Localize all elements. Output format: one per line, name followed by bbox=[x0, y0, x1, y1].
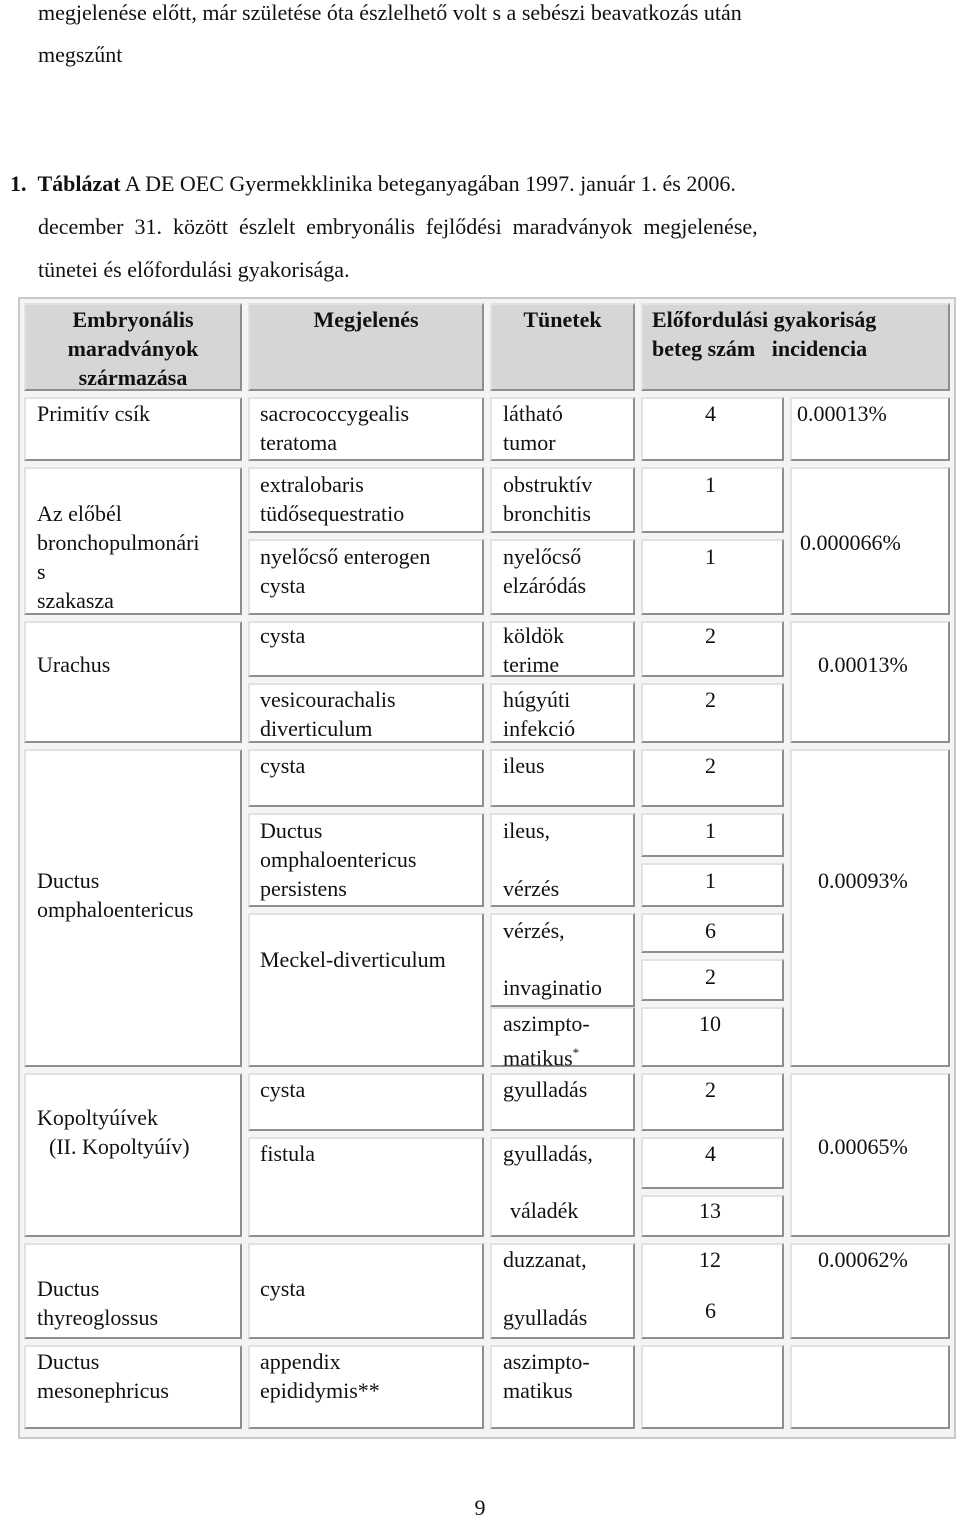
r7-origin-line-1: Ductus bbox=[37, 1349, 100, 1374]
r5-a-symptoms: gyulladás bbox=[503, 1077, 588, 1102]
r7-symptoms-line-1: aszimpto- bbox=[503, 1349, 590, 1374]
r4-m-count-3: 10 bbox=[699, 1011, 721, 1036]
r4-m-symptoms-2: invaginatio bbox=[503, 975, 602, 1000]
r6-origin-line-2: thyreoglossus bbox=[37, 1305, 158, 1330]
r6-symptoms-2: gyulladás bbox=[503, 1305, 588, 1330]
r3-a-count: 2 bbox=[705, 623, 716, 648]
r4-origin-line-2: omphaloentericus bbox=[37, 897, 194, 922]
r4-m-appearance-cell bbox=[248, 913, 484, 1067]
r4-c-symptoms: ileus bbox=[503, 753, 545, 778]
r3-b-symptoms-line-1: húgyúti bbox=[503, 687, 571, 712]
r3-a-appearance: cysta bbox=[260, 623, 306, 648]
header-frequency-line-1: Előfordulási gyakoriság bbox=[652, 307, 877, 332]
r2-origin-line-1: Az előbél bbox=[37, 501, 122, 526]
r7-count-cell bbox=[641, 1345, 784, 1429]
r4-m-count-1: 6 bbox=[705, 918, 716, 943]
r2-origin-line-2: bronchopulmonári bbox=[37, 530, 200, 555]
r3-b-symptoms-line-2: infekció bbox=[503, 716, 576, 741]
table-caption-line-2: december 31. között észlelt embryonális fejlődési maradványok megjelenése, bbox=[38, 214, 758, 239]
r3-a-symptoms-line-1: köldök bbox=[503, 623, 565, 648]
r5-b-appearance: fistula bbox=[260, 1141, 315, 1166]
intro-line-2: megszűnt bbox=[38, 42, 123, 67]
r2-origin-line-3: s bbox=[37, 559, 46, 584]
r3-b-appearance-line-1: vesicourachalis bbox=[260, 687, 396, 712]
r2-a-appearance-line-1: extralobaris bbox=[260, 472, 364, 497]
r5-incidence: 0.00065% bbox=[818, 1134, 908, 1159]
r5-a-appearance: cysta bbox=[260, 1077, 306, 1102]
r4-a-symptoms-1: ileus, bbox=[503, 818, 551, 843]
r4-m-appearance: Meckel-diverticulum bbox=[260, 947, 446, 972]
r4-a-appearance-line-1: Ductus bbox=[260, 818, 323, 843]
r5-b-symptoms-2: váladék bbox=[510, 1198, 579, 1223]
r5-b-symptoms-1: gyulladás, bbox=[503, 1141, 593, 1166]
r4-m-symptoms-3-line-2 bbox=[503, 1038, 579, 1072]
r3-origin: Urachus bbox=[37, 652, 111, 677]
r5-b-count-2: 13 bbox=[699, 1198, 721, 1223]
r7-incidence-cell bbox=[790, 1345, 950, 1429]
r6-count-2: 6 bbox=[705, 1298, 716, 1323]
r4-c-appearance: cysta bbox=[260, 753, 306, 778]
r1-incidence: 0.00013% bbox=[797, 401, 887, 426]
r1-symptoms-line-1: látható bbox=[503, 401, 563, 426]
r4-incidence-cell bbox=[790, 749, 950, 1067]
r6-symptoms-1: duzzanat, bbox=[503, 1247, 587, 1272]
r1-appearance-line-2: teratoma bbox=[260, 430, 337, 455]
r1-count: 4 bbox=[705, 401, 716, 426]
header-symptoms: Tünetek bbox=[523, 307, 602, 332]
r6-incidence: 0.00062% bbox=[818, 1247, 908, 1272]
caption-number: 1. bbox=[10, 171, 27, 196]
r7-symptoms-line-2: matikus bbox=[503, 1378, 573, 1403]
r2-a-appearance-line-2: tüdősequestratio bbox=[260, 501, 405, 526]
header-appearance: Megjelenés bbox=[313, 307, 419, 332]
r7-origin-line-2: mesonephricus bbox=[37, 1378, 169, 1403]
r4-m-symptoms-3-footnote-mark: * bbox=[572, 1045, 580, 1060]
header-origin-line-2: maradványok bbox=[67, 336, 199, 361]
r7-appearance-line-2: epididymis** bbox=[260, 1378, 380, 1403]
header-frequency-line-2: beteg szám incidencia bbox=[652, 336, 868, 361]
r4-origin-line-1: Ductus bbox=[37, 868, 100, 893]
r6-count-1: 12 bbox=[699, 1247, 721, 1272]
r4-a-appearance-line-3: persistens bbox=[260, 876, 347, 901]
r5-b-count-1: 4 bbox=[705, 1141, 716, 1166]
table-caption-line-3: tünetei és előfordulási gyakorisága. bbox=[38, 257, 350, 282]
r2-a-symptoms-line-1: obstruktív bbox=[503, 472, 593, 497]
r1-symptoms-line-2: tumor bbox=[503, 430, 556, 455]
r4-m-symptoms-1: vérzés, bbox=[503, 918, 565, 943]
r2-incidence: 0.000066% bbox=[800, 530, 901, 555]
r4-incidence: 0.00093% bbox=[818, 868, 908, 893]
r6-appearance: cysta bbox=[260, 1276, 306, 1301]
r2-origin-line-4: szakasza bbox=[37, 588, 114, 613]
r3-incidence: 0.00013% bbox=[818, 652, 908, 677]
r7-appearance-line-1: appendix bbox=[260, 1349, 341, 1374]
r4-m-symptoms-3-word: matikus bbox=[503, 1045, 573, 1071]
intro-line-1: megjelenése előtt, már születése óta észlelhető volt s a sebészi beavatkozás után bbox=[38, 0, 742, 25]
caption-text: A DE OEC Gyermekklinika beteganyagában 1997. január 1. és 2006. bbox=[120, 171, 736, 196]
r4-m-count-2: 2 bbox=[705, 964, 716, 989]
header-origin-line-1: Embryonális bbox=[72, 307, 194, 332]
r5-origin-line-1: Kopoltyúívek bbox=[37, 1105, 158, 1130]
r1-appearance-line-1: sacrococcygealis bbox=[260, 401, 410, 426]
page-number: 9 bbox=[474, 1495, 486, 1520]
caption-label: Táblázat bbox=[37, 171, 121, 196]
r2-a-count: 1 bbox=[705, 472, 716, 497]
r5-a-count: 2 bbox=[705, 1077, 716, 1102]
r3-b-appearance-line-2: diverticulum bbox=[260, 716, 373, 741]
r5-origin-line-2: (II. Kopoltyúív) bbox=[49, 1134, 190, 1159]
r2-b-count: 1 bbox=[705, 544, 716, 569]
r2-b-appearance-line-2: cysta bbox=[260, 573, 306, 598]
r3-b-count: 2 bbox=[705, 687, 716, 712]
r6-origin-line-1: Ductus bbox=[37, 1276, 100, 1301]
r4-a-symptoms-2: vérzés bbox=[503, 876, 560, 901]
r2-b-appearance-line-1: nyelőcső enterogen bbox=[260, 544, 431, 569]
r2-b-symptoms-line-1: nyelőcső bbox=[503, 544, 582, 569]
r4-a-count-2: 1 bbox=[705, 868, 716, 893]
r1-origin: Primitív csík bbox=[37, 401, 151, 426]
r4-c-count: 2 bbox=[705, 753, 716, 778]
r3-incidence-cell bbox=[790, 621, 950, 743]
header-origin-line-3: származása bbox=[78, 365, 188, 390]
r3-a-symptoms-line-2: terime bbox=[503, 652, 560, 677]
r4-m-symptoms-3-line-1: aszimpto- bbox=[503, 1011, 590, 1036]
r4-a-appearance-line-2: omphaloentericus bbox=[260, 847, 417, 872]
r2-a-symptoms-line-2: bronchitis bbox=[503, 501, 591, 526]
r2-b-symptoms-line-2: elzáródás bbox=[503, 573, 587, 598]
r3-origin-cell bbox=[24, 621, 242, 743]
r4-a-count-1: 1 bbox=[705, 818, 716, 843]
table-caption-line-1 bbox=[10, 162, 736, 205]
